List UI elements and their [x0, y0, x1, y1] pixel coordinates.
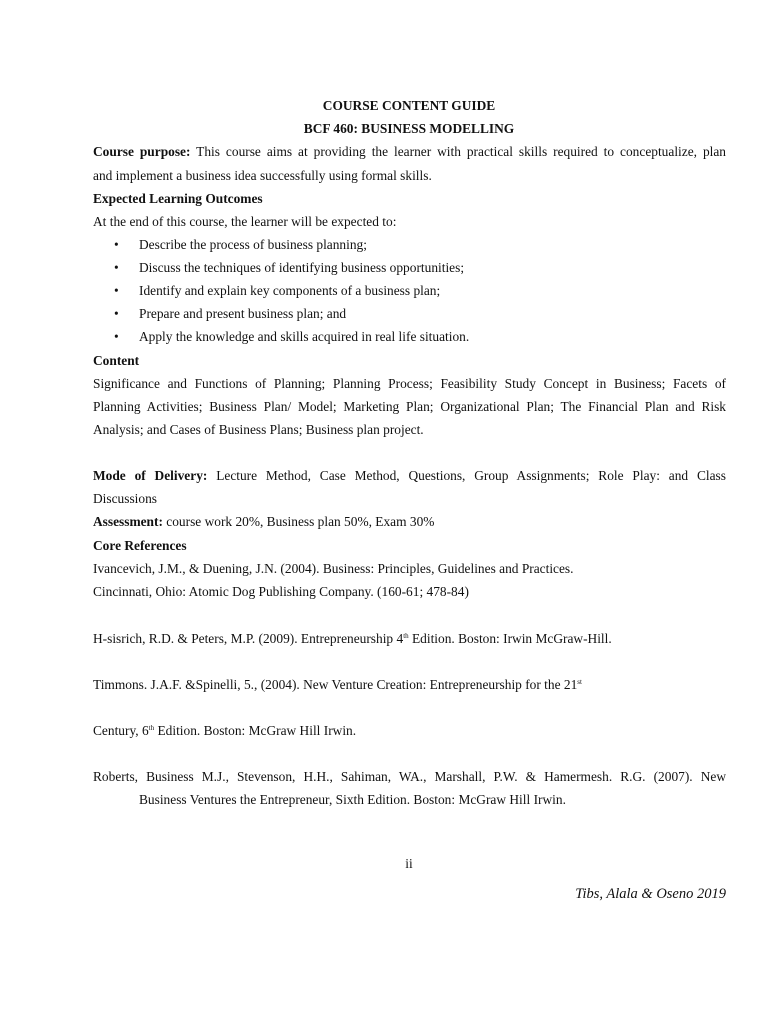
content-line-3: Analysis; and Cases of Business Plans; Business plan project. [93, 422, 424, 437]
course-purpose-label: Course purpose: [93, 144, 191, 159]
assessment-label: Assessment: [93, 514, 163, 529]
reference-4-line-2: Business Ventures the Entrepreneur, Sixth Edition. Boston: McGraw Hill Irwin. [139, 792, 566, 807]
reference-4-line-1: Roberts, Business M.J., Stevenson, H.H., Sahiman, WA., Marshall, P.W. & Hamermesh. R.G. (2007). New [93, 769, 726, 784]
assessment-line: Assessment: course work 20%, Business plan 50%, Exam 30% [93, 514, 435, 529]
course-purpose-line-2: and implement a business idea successfully using formal skills. [93, 168, 432, 183]
outcome-item: Discuss the techniques of identifying business opportunities; [139, 260, 465, 275]
bullet-icon: • [114, 260, 119, 275]
course-code-title: BCF 460: BUSINESS MODELLING [303, 121, 515, 136]
page-number: ii [405, 856, 413, 871]
bullet-icon: • [114, 283, 119, 298]
content-line-2: Planning Activities; Business Plan/ Model; Marketing Plan; Organizational Plan; The Financial Plan and Risk [93, 399, 726, 414]
page-title: COURSE CONTENT GUIDE [322, 98, 496, 113]
reference-3-continued: Century, 6th Edition. Boston: McGraw Hill Irwin. [93, 723, 357, 738]
bullet-icon: • [114, 306, 119, 321]
outcomes-heading: Expected Learning Outcomes [93, 191, 263, 206]
references-heading: Core References [93, 538, 187, 553]
outcomes-intro: At the end of this course, the learner will be expected to: [93, 214, 397, 229]
outcome-item: Describe the process of business planning; [139, 237, 367, 252]
outcome-item: Prepare and present business plan; and [139, 306, 347, 321]
course-purpose-line-1: Course purpose: This course aims at providing the learner with practical skills required to conceptualize, plan [93, 144, 727, 159]
content-line-1: Significance and Functions of Planning; Planning Process; Feasibility Study Concept in Business; Facets of [93, 376, 726, 391]
bullet-icon: • [114, 237, 119, 252]
reference-2: H-sisrich, R.D. & Peters, M.P. (2009). Entrepreneurship 4th Edition. Boston: Irwin McGraw-Hill. [93, 631, 612, 646]
outcome-item: Apply the knowledge and skills acquired in real life situation. [139, 329, 470, 344]
reference-1-line-2: Cincinnati, Ohio: Atomic Dog Publishing Company. (160-61; 478-84) [93, 584, 469, 599]
delivery-label: Mode of Delivery: [93, 468, 208, 483]
reference-3: Timmons. J.A.F. &Spinelli, 5., (2004). New Venture Creation: Entrepreneurship for the 21st [93, 677, 582, 692]
delivery-line-2: Discussions [93, 491, 157, 506]
content-heading: Content [93, 353, 140, 368]
authors-footer: Tibs, Alala & Oseno 2019 [575, 886, 726, 902]
delivery-line-1: Mode of Delivery: Lecture Method, Case Method, Questions, Group Assignments; Role Play: and Class [93, 468, 726, 483]
reference-1-line-1: Ivancevich, J.M., & Duening, J.N. (2004). Business: Principles, Guidelines and Practices. [93, 561, 574, 576]
bullet-icon: • [114, 329, 119, 344]
outcome-item: Identify and explain key components of a business plan; [139, 283, 441, 298]
